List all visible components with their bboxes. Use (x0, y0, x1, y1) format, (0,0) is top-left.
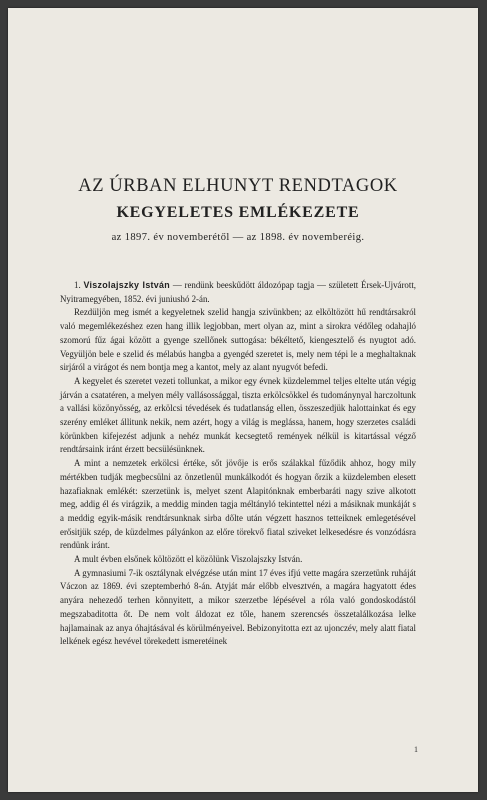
entry-number: 1. (74, 280, 81, 290)
entry-name: Viszolajszky István (83, 280, 171, 290)
document-body (60, 279, 416, 649)
document-page (8, 8, 478, 792)
document-period: az 1897. év novemberétől — az 1898. év novemberéig. (111, 232, 365, 243)
entry-heading (60, 279, 416, 306)
page-content (60, 176, 416, 649)
paragraph: A gymnasiumi 7-ik osztálynak elvégzése után mint 17 éves ifjú vette magára szerzetünk ruháját Váczon az 1869. évi szeptemberhó 8-án. Atyját már előbb elvesztvén, a magára hagyatott édes anyára nehezedő terhen könnyitett, a mikor szerzetbe lépésével a róla való gondoskodástól megszabaditotta őt. De nem volt áldozat ez tőle, hanem szerencsés összetalálkozása lelke hajlamainak az anya óhajtásával és körülményeivel. Bebizonyitotta ezt az ujonczév, mely alatt fiatal lelkének egész hevével törekedett ismeretéinek (60, 567, 416, 647)
paragraph: A mult évben elsőnek költözött el közölünk Viszolajszky István. (74, 554, 303, 565)
document-title: AZ ÚRBAN ELHUNYT RENDTAGOK (78, 176, 398, 196)
entry-intro: — rendünk beeskűdött áldozópap tagja — született Érsek-Ujvárott, Nyitramegyében, 1852. évi juniushó 2-án. (60, 280, 417, 304)
document-subtitle: KEGYELETES EMLÉKEZETE (116, 204, 360, 221)
paragraph: A kegyelet és szeretet vezeti tollunkat, a mikor egy évnek küzdelemmel teljes eltelte után végig járván a csatatéren, a melyen mély vallásossággal, tiszta erkölcsökkel és tudománynyal harczoltunk a vallási közönyösség, az erkölcsi tévedések és tudatlanság ellen, összeszedjük halottainkat és egy szerény emléket állitunk nekik, nem azért, hogy a világ is meglássa, hanem, hogy szerzetes családi körünkben kifejezést adjunk a nehéz munkát kecsegtető remények nélkül is kitartással végző rendtársaink iránt érzett becsülésünknek. (60, 375, 416, 455)
page-number: 1 (414, 745, 418, 754)
paragraph: A mint a nemzetek erkölcsi értéke, sőt jövője is erős szálakkal fűződik ahhoz, hogy mily mértékben tudják megbecsülni az önzetlenül munkálkodót és hogyan őrzik a küzdelemben elesett hazafiaknak emlékét: szerzetünk is, melyet szent Alapitónknak emberbaráti nagy szive alkotott meg, addig él és virágzik, a meddig minden tagja méltányló tekintettel nézi a másiknak munkáját s a meddig egyik-másik rendtársunknak sirba dőlte után végzett hasznos tetteiknek emlegetésével erősitjük szép, de küzdelmes pályánkon az előre törekvő fiatal sziveket lelkesedésre és vonzódásra rendünk iránt. (60, 458, 416, 551)
paragraph: Rezdüljön meg ismét a kegyeletnek szelid hangja szivünkben; az elköltözött hű rendtársakról való megemlékezéshez ezen hang illik legjobban, mert olyan az, mint a sirokra védőleg odahajló szomorú fűz ágai között a gyenge szellőnek suttogása: békéltető, kiengesztelő és nyugtot adó. Vegyüljön bele e szelid és mélabús hangba a gyengéd szeretet is, mely nem tépi le a meghaltaknak sirjáról a virágot és nem bontja meg a kantot, mely az alant nyugvót befedi. (60, 307, 416, 373)
